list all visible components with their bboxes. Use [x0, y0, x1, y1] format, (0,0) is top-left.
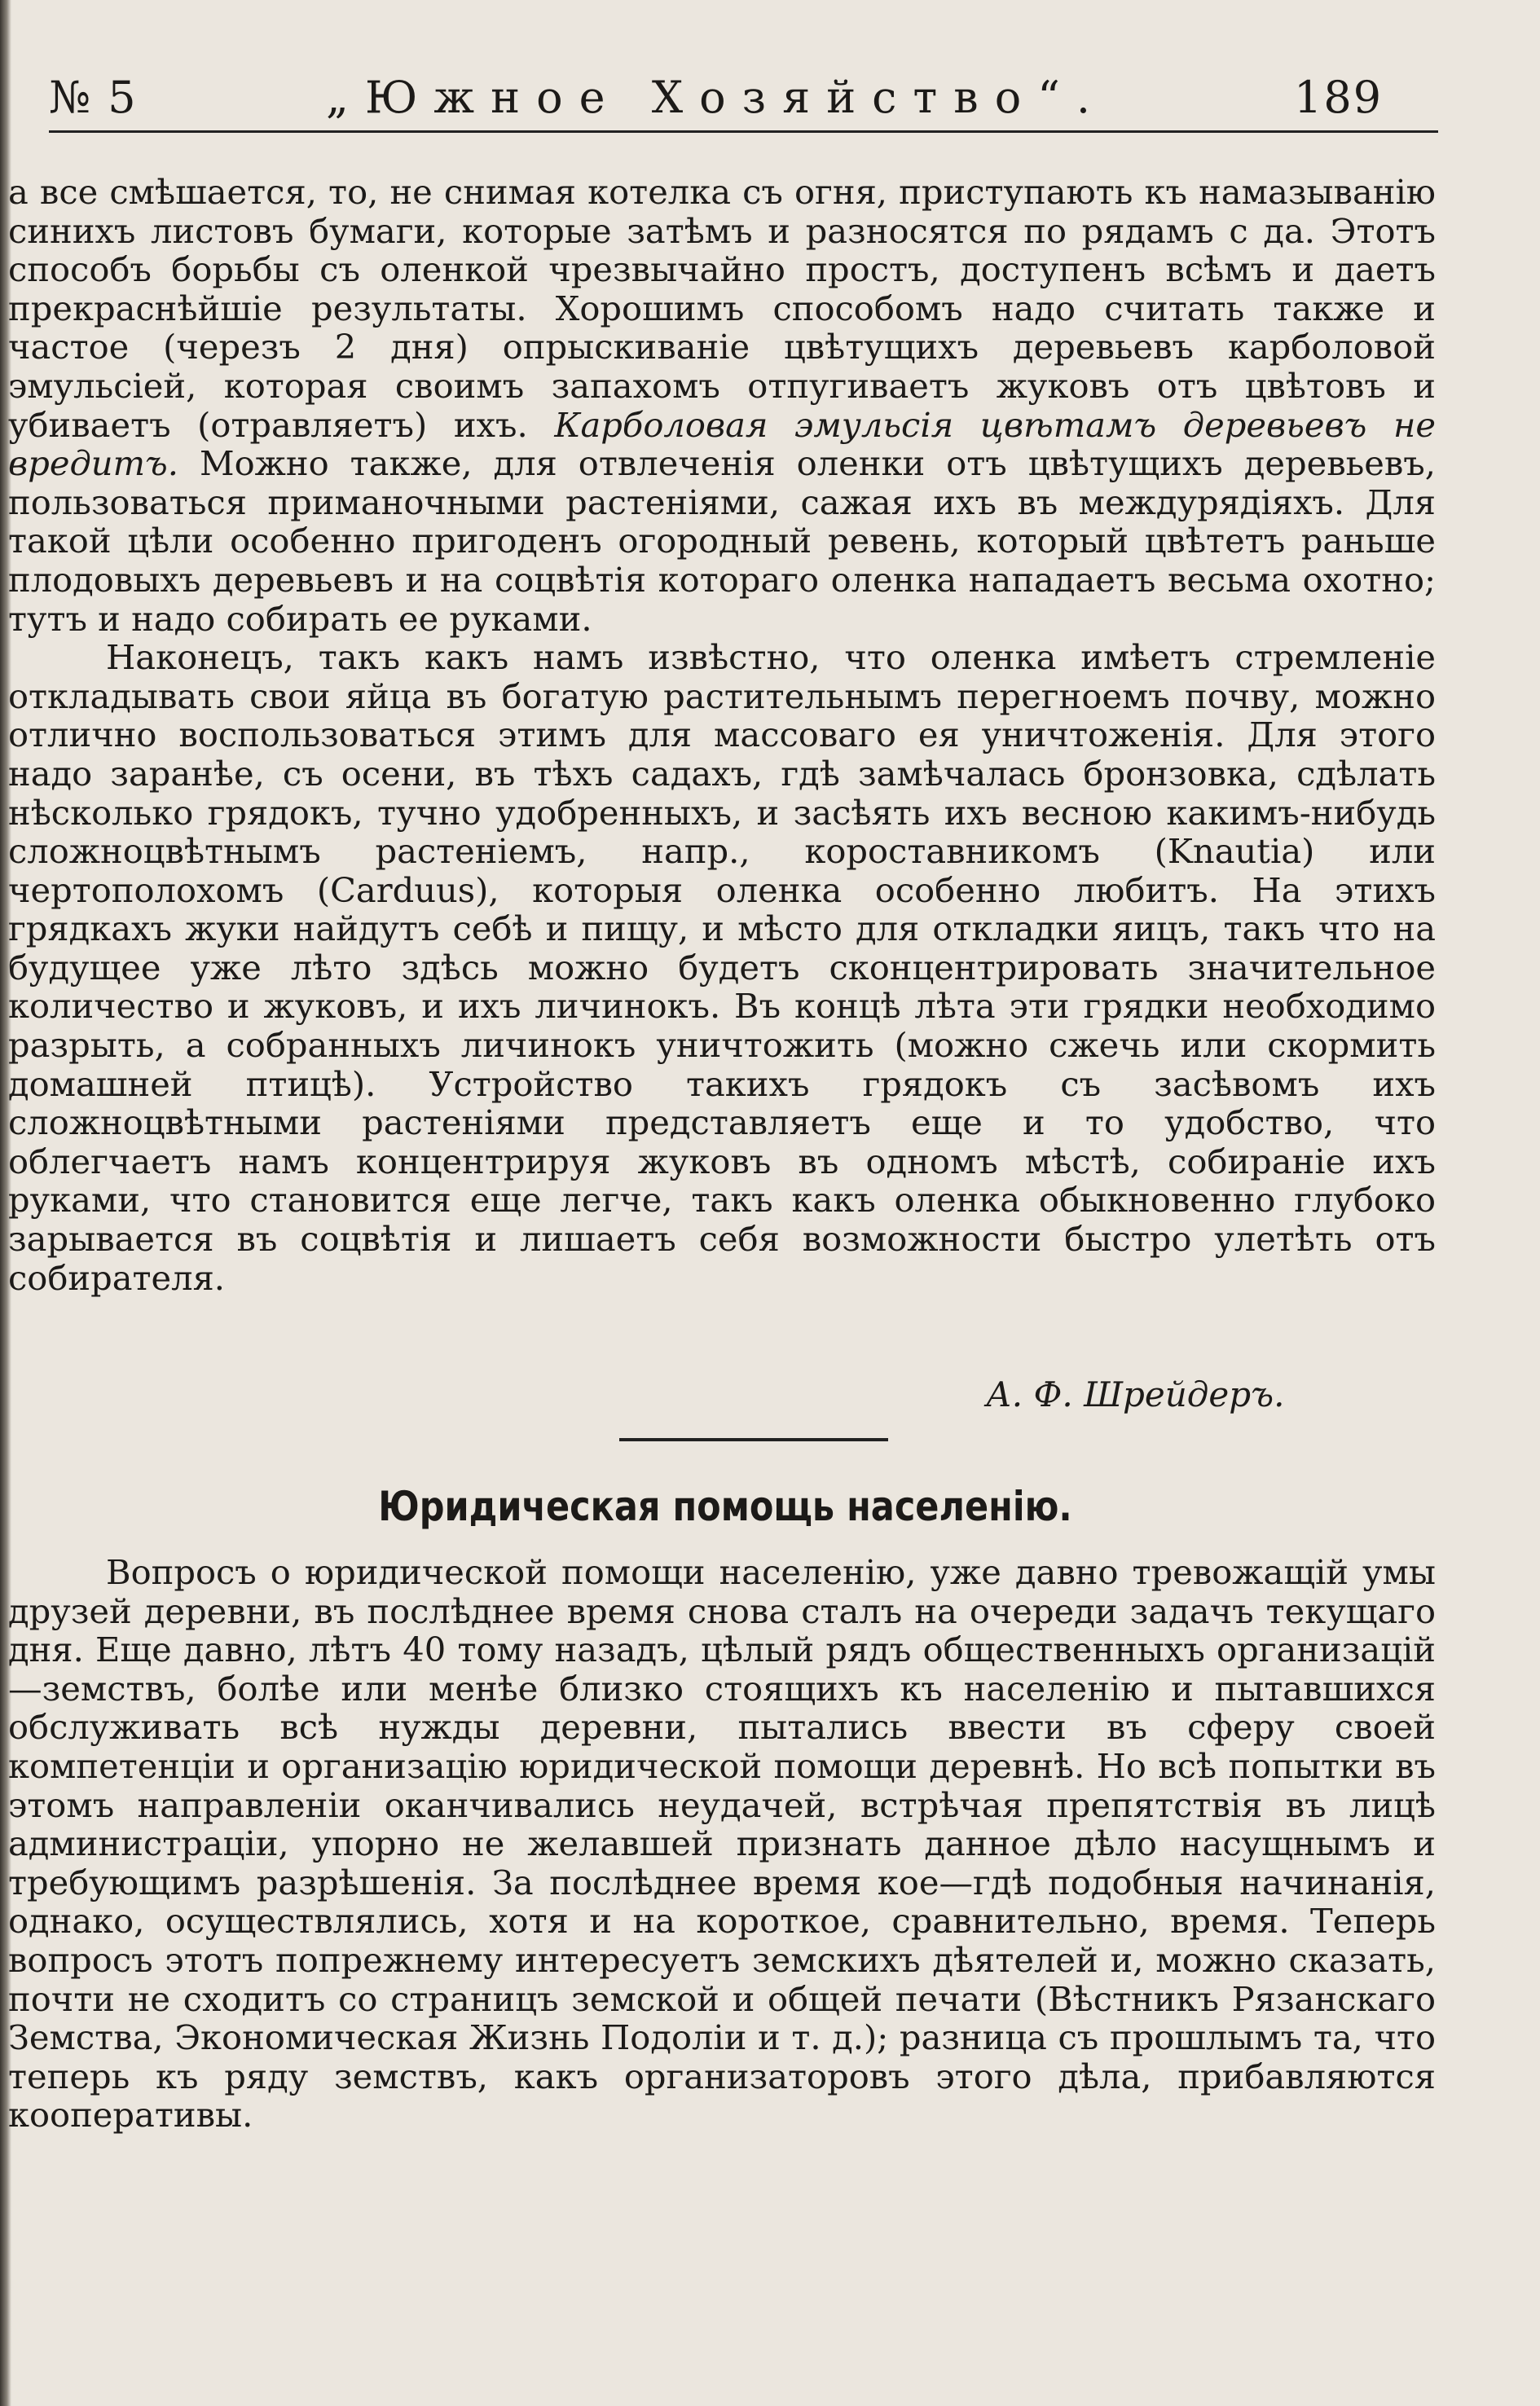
journal-title: „Южное Хозяйство“. — [326, 72, 1107, 123]
running-header — [49, 72, 1434, 129]
section-divider — [619, 1438, 888, 1441]
issue-number: № 5 — [49, 72, 138, 123]
article-2-title: Юридическая помощь населенію. — [378, 1483, 1072, 1530]
header-rule — [49, 130, 1438, 133]
author-signature: А. Ф. Шрейдеръ. — [986, 1375, 1285, 1414]
page-number: 189 — [1294, 72, 1384, 123]
article-1-paragraph-2: Наконецъ, такъ какъ намъ извѣстно, что оленка имѣетъ стремленіе откладывать свои яйца въ богатую растительнымъ перегноемъ почву, можно отлично воспользоваться этимъ для массоваго ея уничтоженія. Для этого надо заранѣе, съ осени, въ тѣхъ садахъ, гдѣ замѣчалась бронзовка, сдѣлать нѣсколько грядокъ, тучно удобренныхъ, и засѣять ихъ весною какимъ-нибудь сложноцвѣтнымъ растеніемъ, напр., короставникомъ (Knautia) или чертополохомъ (Carduus), которыя оленка особенно любитъ. На этихъ грядкахъ жуки найдутъ себѣ и пищу, и мѣсто для откладки яицъ, такъ что на будущее уже лѣто здѣсь можно будетъ сконцентрировать значительное количество и жуковъ, и ихъ личинокъ. Въ концѣ лѣта эти грядки необходимо разрыть, а собранныхъ личинокъ уничтожить (можно сжечь или скормить домашней птицѣ). Устройство такихъ грядокъ съ засѣвомъ ихъ сложноцвѣтными растеніями представляетъ еще и то удобство, что облегчаетъ намъ концентрируя жуковъ въ одномъ мѣстѣ, собираніе ихъ руками, что становится еще легче, такъ какъ оленка обыкновенно глубоко зарывается въ соцвѣтія и лишаетъ себя возможности быстро улетѣть отъ собирателя. — [8, 637, 1436, 1298]
emphasized-sentence: Карболовая эмульсія цвѣтамъ деревьевъ не вредитъ. — [8, 404, 1436, 484]
article-2-body — [8, 1553, 1436, 2135]
article-2-paragraph-1: Вопросъ о юридической помощи населенію, уже давно тревожащій умы друзей деревни, въ послѣднее время снова сталъ на очереди задачъ текущаго дня. Еще давно, лѣтъ 40 тому назадъ, цѣлый рядъ общественныхъ организацій—земствъ, болѣе или менѣе близко стоящихъ къ населенію и пытавшихся обслуживать всѣ нужды деревни, пытались ввести въ сферу своей компетенціи и организацію юридической помощи деревнѣ. Но всѣ попытки въ этомъ направленіи оканчивались неудачей, встрѣчая препятствія въ лицѣ администраціи, упорно не желавшей признать данное дѣло насущнымъ и требующимъ разрѣшенія. За послѣднее время кое—гдѣ подобныя начинанія, однако, осуществлялись, хотя и на короткое, сравнительно, время. Теперь вопросъ этотъ попрежнему интересуетъ земскихъ дѣятелей и, можно сказать, почти не сходитъ со страницъ земской и общей печати (Вѣстникъ Рязанскаго Земства, Экономическая Жизнь Подоліи и т. д.); разница съ прошлымъ та, что теперь къ ряду земствъ, какъ организаторовъ этого дѣла, прибавляются кооперативы. — [8, 1552, 1436, 2135]
article-1-paragraph-1 — [8, 173, 1436, 638]
paragraph-text: Можно также, для отвлеченія оленки отъ цвѣтущихъ деревьевъ, пользоваться приманочными растеніями, сажая ихъ въ междурядіяхъ. Для такой цѣли особенно пригоденъ огородный ревень, который цвѣтетъ раньше плодовыхъ деревьевъ и на соцвѣтія котораго оленка нападаетъ весьма охотно; тутъ и надо собирать ее руками. — [8, 443, 1436, 639]
article-1-body — [8, 173, 1436, 1297]
paragraph-text: а все смѣшается, то, не снимая котелка съ огня, приступають къ намазыванію синихъ листовъ бумаги, которые затѣмъ и разносятся по рядамъ с да. Этотъ способъ борьбы съ оленкой чрезвычайно простъ, доступенъ всѣмъ и даетъ прекраснѣйшіе результаты. Хорошимъ способомъ надо считать также и частое (черезъ 2 дня) опрыскиваніе цвѣтущихъ деревьевъ карболовой эмульсіей, которая своимъ запахомъ отпугиваетъ жуковъ отъ цвѣтовъ и убиваетъ (отравляетъ) ихъ. — [8, 172, 1436, 445]
